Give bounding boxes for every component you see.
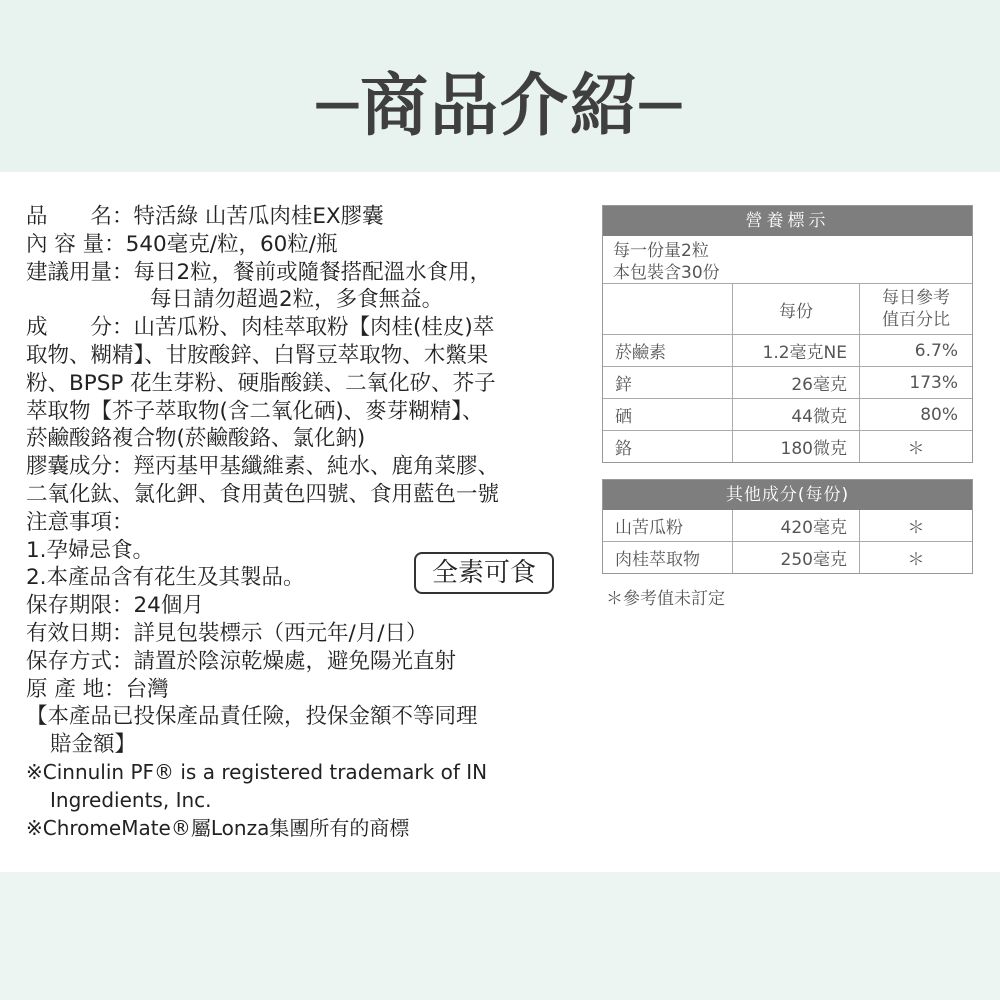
ingredients-line-1: 成 分：山苦瓜粉、肉桂萃取粉【肉桂(桂皮)萃: [26, 315, 495, 341]
servings-per-pack: 本包裝含30份: [613, 263, 720, 283]
table-row: [603, 367, 972, 399]
ingredient-amount: 420毫克: [733, 510, 860, 541]
nutrient-dv: 173%: [909, 372, 958, 393]
nutrient-dv: 80%: [920, 404, 958, 425]
nutrition-title: 營養標示: [603, 206, 972, 236]
vegan-badge: 全素可食: [414, 552, 554, 594]
shelf-life: 保存期限：24個月: [26, 593, 204, 619]
footnote: ＊參考值未訂定: [606, 589, 725, 609]
table-row: [603, 542, 972, 573]
nutrient-dv: ＊: [907, 439, 925, 459]
product-content: 內 容 量：540毫克/粒，60粒/瓶: [26, 231, 338, 257]
ingredient-dv: ＊: [907, 550, 925, 570]
ingredient-name: 肉桂萃取物: [603, 542, 733, 573]
ingredient-amount: 250毫克: [733, 542, 860, 573]
product-info: [26, 203, 591, 842]
nutrient-name: 菸鹼素: [603, 335, 733, 366]
trademark-line-3: ※ChromeMate®屬Lonza集團所有的商標: [26, 815, 410, 840]
notice-2: 2.本產品含有花生及其製品。: [26, 565, 305, 591]
usage-line-2: 每日請勿超過2粒，多食無益。: [150, 287, 444, 313]
nutrient-amount: 26毫克: [733, 367, 860, 398]
table-row: [603, 335, 972, 367]
trademark-line-1: ※Cinnulin PF® is a registered trademark of IN: [26, 759, 488, 784]
daily-value-header-line-1: 每日參考: [882, 288, 950, 308]
insurance-line-2: 賠金額】: [50, 732, 137, 758]
capsule-line-1: 膠囊成分：羥丙基甲基纖維素、純水、鹿角菜膠、: [26, 454, 500, 480]
nutrient-dv: 6.7%: [914, 340, 958, 361]
ingredients-line-2: 取物、糊精】、甘胺酸鋅、白腎豆萃取物、木鱉果: [26, 342, 489, 368]
page-title: ─商品介紹─: [317, 67, 683, 146]
other-ingredients-title: 其他成分(每份): [603, 480, 972, 510]
capsule-line-2: 二氧化鈦、氯化鉀、食用黃色四號、食用藍色一號: [26, 481, 500, 507]
trademark-line-2: Ingredients, Inc.: [50, 787, 212, 812]
ingredient-dv: ＊: [907, 518, 925, 538]
per-serving-header: 每份: [733, 284, 860, 334]
nutrient-amount: 180微克: [733, 431, 860, 462]
daily-value-header: [860, 284, 972, 334]
ingredients-line-4: 萃取物【芥子萃取物(含二氧化硒)、麥芽糊精】、: [26, 398, 484, 424]
table-row: [603, 399, 972, 431]
empty-header-cell: [603, 284, 733, 334]
usage-line-1: 建議用量：每日2粒，餐前或隨餐搭配溫水食用，: [26, 259, 492, 285]
nutrient-name: 鋅: [603, 367, 733, 398]
daily-value-header-line-2: 值百分比: [882, 310, 950, 330]
notice-1: 1.孕婦忌食。: [26, 537, 155, 563]
table-row: [603, 431, 972, 462]
product-name: 品 名：特活綠 山苦瓜肉桂EX膠囊: [26, 204, 384, 229]
serving-size: 每一份量2粒: [613, 241, 709, 261]
nutrient-amount: 44微克: [733, 399, 860, 430]
ingredient-name: 山苦瓜粉: [603, 510, 733, 541]
ingredients-line-3: 粉、BPSP 花生芽粉、硬脂酸鎂、二氧化矽、芥子: [26, 370, 496, 396]
other-ingredients-table: [602, 479, 973, 574]
nutrient-amount: 1.2毫克NE: [733, 335, 860, 366]
nutrition-table: [602, 205, 973, 463]
insurance-line-1: 【本產品已投保產品責任險，投保金額不等同理: [26, 704, 478, 730]
storage-method: 保存方式：請置於陰涼乾燥處，避免陽光直射: [26, 648, 457, 674]
table-row: [603, 510, 972, 542]
ingredients-line-5: 菸鹼酸鉻複合物(菸鹼酸鉻、氯化鈉): [26, 426, 366, 452]
origin: 原 產 地：台灣: [26, 676, 169, 702]
nutrition-column-header: [603, 284, 972, 335]
expiry-date: 有效日期：詳見包裝標示（西元年/月/日）: [26, 620, 428, 646]
notice-label: 注意事項：: [26, 509, 134, 535]
serving-info: [603, 236, 972, 284]
nutrient-name: 鉻: [603, 431, 733, 462]
nutrient-name: 硒: [603, 399, 733, 430]
